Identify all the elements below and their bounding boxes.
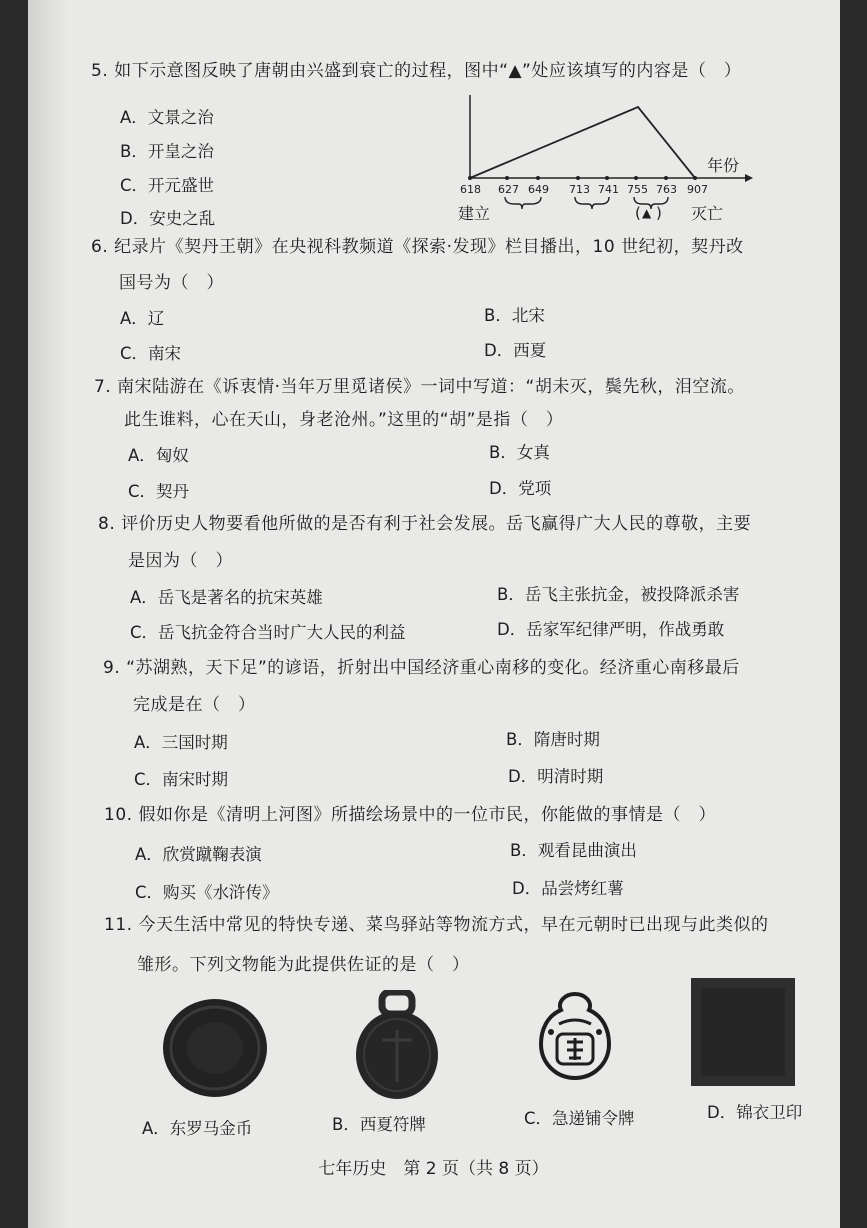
question-11-line-1: 11. 今天生活中常见的特快专递、菜鸟驿站等物流方式，早在元朝时已出现与此类似的	[104, 915, 769, 935]
q5-option-a: A．文景之治	[120, 108, 214, 127]
question-7-line-2: 此生谁料，心在天山，身老沧州。”这里的“胡”是指（ ）	[124, 410, 564, 430]
brace-1	[505, 197, 541, 209]
courier-tablet-image	[537, 990, 613, 1082]
brace-2	[575, 197, 609, 209]
question-5-line-1: 5. 如下示意图反映了唐朝由兴盛到衰亡的过程，图中“▲”处应该填写的内容是（ ）	[91, 61, 742, 81]
question-6-line-2: 国号为（ ）	[119, 273, 224, 293]
q11-option-c: C．急递铺令牌	[524, 1109, 635, 1128]
q5-option-c: C．开元盛世	[120, 176, 215, 195]
label-founded: 建立	[458, 204, 491, 223]
tick-741: 741	[598, 183, 619, 196]
q7-option-a: A．匈奴	[128, 446, 189, 465]
trend-line	[470, 107, 695, 178]
tick-907: 907	[687, 183, 708, 196]
q5-option-b: B．开皇之治	[120, 142, 214, 161]
q10-option-a: A．欣赏蹴鞠表演	[135, 845, 262, 864]
q10-option-c: C．购买《水浒传》	[135, 883, 279, 902]
page-footer: 七年历史 第 2 页（共 8 页）	[318, 1159, 549, 1179]
question-8-line-1: 8. 评价历史人物要看他所做的是否有利于社会发展。岳飞赢得广大人民的尊敬，主要	[98, 514, 752, 534]
q6-option-a: A．辽	[120, 309, 165, 328]
question-10-line-1: 10. 假如你是《清明上河图》所描绘场景中的一位市民，你能做的事情是（ ）	[104, 805, 716, 825]
question-9-line-2: 完成是在（ ）	[133, 695, 256, 715]
x-axis-arrow	[745, 174, 753, 182]
question-7-line-1: 7. 南宋陆游在《诉衷情·当年万里觅诸侯》一词中写道：“胡未灭，鬓先秋，泪空流。	[94, 377, 745, 397]
gold-coin-image	[160, 996, 270, 1100]
tick-755: 755	[627, 183, 648, 196]
q7-option-c: C．契丹	[128, 482, 190, 501]
q10-option-b: B．观看昆曲演出	[510, 841, 637, 860]
triangle-marker: ▲	[642, 206, 652, 220]
q11-option-a: A．东罗马金币	[142, 1119, 253, 1138]
label-fall: 灭亡	[691, 204, 724, 223]
q6-option-d: D．西夏	[484, 341, 547, 360]
q9-option-b: B．隋唐时期	[506, 730, 600, 749]
q10-option-d: D．品尝烤红薯	[512, 879, 624, 898]
q11-option-b: B．西夏符牌	[332, 1115, 426, 1134]
tick-713: 713	[569, 183, 590, 196]
question-11-line-2: 雏形。下列文物能为此提供佐证的是（ ）	[137, 955, 470, 975]
q7-option-b: B．女真	[489, 443, 550, 462]
tang-dynasty-chart	[455, 85, 765, 230]
q6-option-c: C．南宋	[120, 344, 182, 363]
page-shadow	[28, 0, 68, 1228]
q11-option-d: D．锦衣卫印	[707, 1103, 803, 1122]
question-8-line-2: 是因为（ ）	[128, 551, 233, 571]
question-9-line-1: 9. “苏湖熟，天下足”的谚语，折射出中国经济重心南移的变化。经济重心南移最后	[103, 658, 740, 678]
tick-627: 627	[498, 183, 519, 196]
tick-649: 649	[528, 183, 549, 196]
q9-option-c: C．南宋时期	[134, 770, 229, 789]
tick-618: 618	[460, 183, 481, 196]
question-6-line-1: 6. 纪录片《契丹王朝》在央视科教频道《探索·发现》栏目播出，10 世纪初，契丹改	[91, 237, 744, 257]
tick-763: 763	[656, 183, 677, 196]
axis-label-year: 年份	[707, 156, 740, 175]
q8-option-d: D．岳家军纪律严明，作战勇敢	[497, 620, 725, 639]
q8-option-b: B．岳飞主张抗金，被投降派杀害	[497, 585, 740, 604]
q7-option-d: D．党项	[489, 479, 552, 498]
q9-option-a: A．三国时期	[134, 733, 228, 752]
q5-option-d: D．安史之乱	[120, 209, 216, 228]
svg-text:(: (	[635, 204, 641, 222]
q8-option-a: A．岳飞是著名的抗宋英雄	[130, 588, 323, 607]
q9-option-d: D．明清时期	[508, 767, 604, 786]
q6-option-b: B．北宋	[484, 306, 545, 325]
q8-option-c: C．岳飞抗金符合当时广大人民的利益	[130, 623, 406, 642]
svg-text:): )	[656, 204, 662, 222]
tally-plate-image	[352, 990, 442, 1102]
official-seal-image	[691, 978, 795, 1086]
